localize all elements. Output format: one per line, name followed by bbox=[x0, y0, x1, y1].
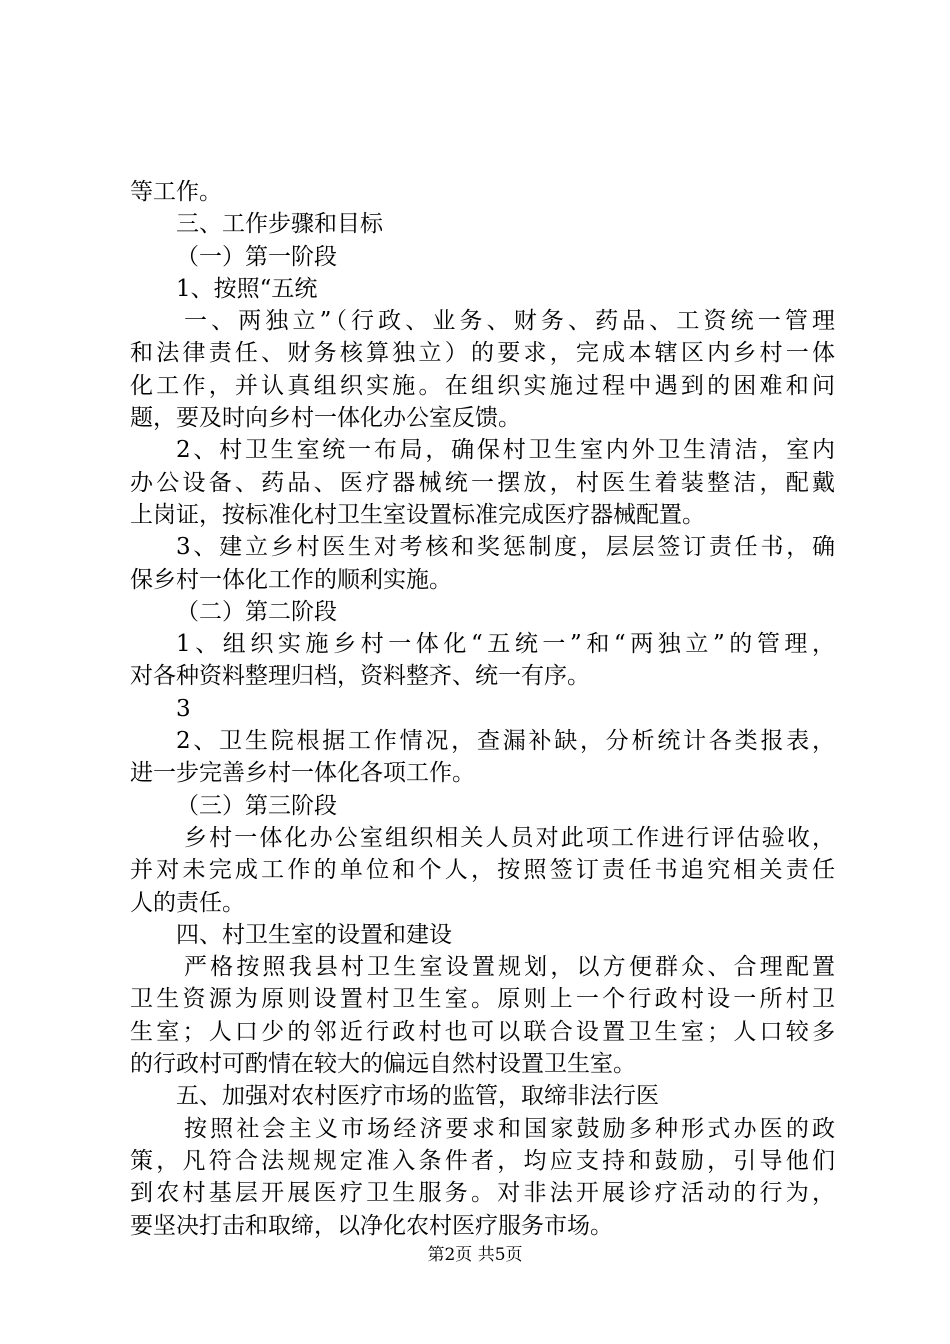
page-footer: 第2页 共5页 bbox=[427, 1245, 523, 1265]
paragraph-line: 3、建立乡村医生对考核和奖惩制度，层层签订责任书，确 bbox=[176, 534, 835, 561]
paragraph-line: 保乡村一体化工作的顺利实施。 bbox=[130, 566, 452, 593]
paragraph-line: 2、村卫生室统一布局，确保村卫生室内外卫生清洁，室内 bbox=[176, 437, 835, 464]
paragraph-line: 2、卫生院根据工作情况，查漏补缺，分析统计各类报表， bbox=[176, 728, 835, 755]
paragraph-line: 等工作。 bbox=[130, 179, 222, 205]
paragraph-line: 一、两独立”（行政、业务、财务、药品、工资统一管理 bbox=[184, 308, 835, 335]
paragraph-line: 办公设备、药品、医疗器械统一摆放，村医生着装整洁，配戴 bbox=[130, 469, 835, 496]
subsection-heading: （三）第三阶段 bbox=[176, 792, 337, 819]
paragraph-line: 卫生资源为原则设置村卫生室。原则上一个行政村设一所村卫 bbox=[130, 986, 835, 1013]
paragraph-line: 乡村一体化办公室组织相关人员对此项工作进行评估验收， bbox=[184, 824, 835, 851]
subsection-heading: （一）第一阶段 bbox=[176, 243, 337, 270]
paragraph-line: 和法律责任、财务核算独立）的要求，完成本辖区内乡村一体 bbox=[130, 340, 835, 367]
subsection-heading: （二）第二阶段 bbox=[176, 598, 337, 625]
paragraph-line: 1、按照“五统 bbox=[176, 275, 318, 302]
paragraph-line: 要坚决打击和取缔，以净化农村医疗服务市场。 bbox=[130, 1212, 613, 1239]
paragraph-line: 人的责任。 bbox=[130, 889, 245, 916]
paragraph-line: 化工作，并认真组织实施。在组织实施过程中遇到的困难和问 bbox=[130, 372, 835, 399]
section-heading: 四、村卫生室的设置和建设 bbox=[176, 921, 452, 948]
paragraph-line: 题，要及时向乡村一体化办公室反馈。 bbox=[130, 405, 521, 432]
paragraph-line: 生室；人口少的邻近行政村也可以联合设置卫生室；人口较多 bbox=[130, 1018, 835, 1045]
paragraph-line: 并对未完成工作的单位和个人，按照签订责任书追究相关责任 bbox=[130, 857, 835, 884]
paragraph-line: 到农村基层开展医疗卫生服务。对非法开展诊疗活动的行为， bbox=[130, 1180, 835, 1207]
paragraph-line: 的行政村可酌情在较大的偏远自然村设置卫生室。 bbox=[130, 1051, 636, 1078]
paragraph-line: 上岗证，按标准化村卫生室设置标准完成医疗器械配置。 bbox=[130, 501, 705, 528]
paragraph-line: 对各种资料整理归档，资料整齐、统一有序。 bbox=[130, 663, 590, 690]
paragraph-line: 按照社会主义市场经济要求和国家鼓励多种形式办医的政 bbox=[184, 1115, 835, 1142]
section-heading: 五、加强对农村医疗市场的监管，取缔非法行医 bbox=[176, 1083, 659, 1110]
page-number-fragment: 3 bbox=[176, 695, 191, 722]
section-heading: 三、工作步骤和目标 bbox=[176, 211, 383, 238]
paragraph-line: 策，凡符合法规规定准入条件者，均应支持和鼓励，引导他们 bbox=[130, 1147, 835, 1174]
paragraph-line: 严格按照我县村卫生室设置规划，以方便群众、合理配置 bbox=[184, 954, 835, 981]
paragraph-line: 1、组织实施乡村一体化“五统一”和“两独立”的管理， bbox=[176, 631, 835, 658]
document-body bbox=[130, 176, 835, 1242]
paragraph-line: 进一步完善乡村一体化各项工作。 bbox=[130, 760, 475, 787]
